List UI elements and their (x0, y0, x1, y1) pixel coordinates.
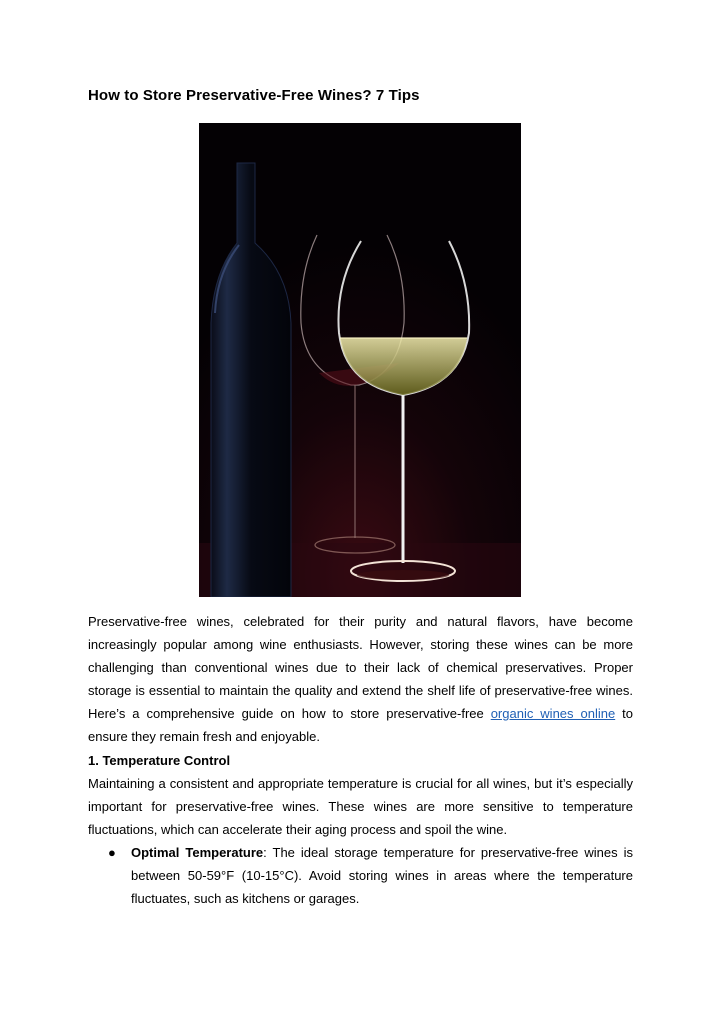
intro-text-end: to ensure they remain fresh and enjoyable. (88, 706, 633, 744)
tips-bullet-list (88, 841, 633, 910)
intro-text-start: Preservative-free wines, celebrated for their purity and natural flavors, have become increasingly popular among wine enthusiasts. However, storing these wines can be more challenging than conventional wines due to their lack of chemical preservatives. Proper storage is essential to maintain the quality and extend the shelf life of preservative-free wines. Here’s a comprehensive guide on how to store preservative-free (88, 614, 633, 721)
temperature-paragraph: Maintaining a consistent and appropriate temperature is crucial for all wines, but it’s especially important for preservative-free wines. These wines are more sensitive to temperature fluctuations, which can accelerate their aging process and spoil the wine. (88, 776, 633, 837)
bullet-label: Optimal Temperature (131, 845, 264, 860)
list-item (88, 841, 633, 910)
bullet-text: : The ideal storage temperature for preservative-free wines is between 50-59°F (10-15°C). Avoid storing wines in areas where the temperature fluctuates, such as kitchens or garages. (131, 845, 633, 906)
intro-paragraph (88, 610, 633, 748)
article-title: How to Store Preservative-Free Wines? 7 Tips (88, 87, 420, 104)
organic-wines-link[interactable]: organic wines online (490, 706, 616, 721)
section-heading-temperature: 1. Temperature Control (88, 753, 231, 768)
wine-photo (199, 123, 521, 597)
bullet-icon: ● (108, 845, 116, 860)
